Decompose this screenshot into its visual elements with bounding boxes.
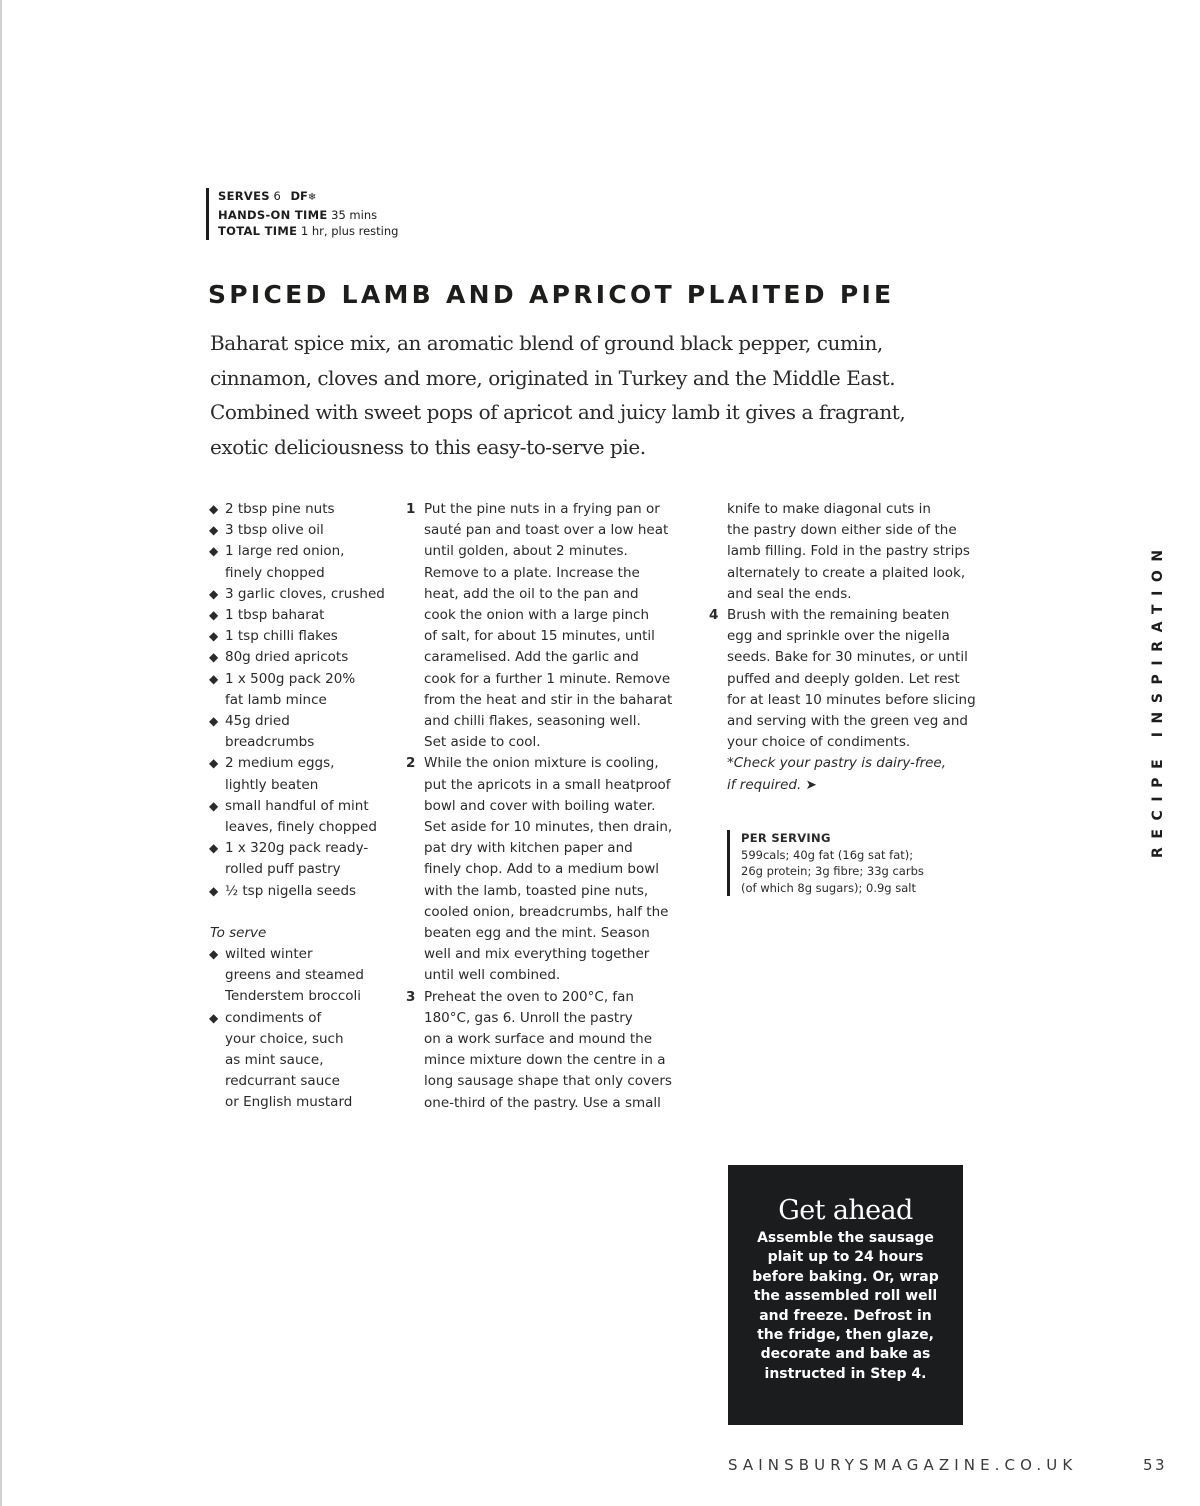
diamond-bullet-icon: ◆ <box>209 883 219 898</box>
serve-item-line: or English mustard <box>225 1094 353 1111</box>
total-time-label: TOTAL TIME <box>218 224 298 238</box>
ingredient-item <box>210 626 400 647</box>
get-ahead-box <box>728 1165 963 1425</box>
recipe-meta <box>206 188 398 240</box>
step-number: 4 <box>709 607 719 624</box>
step-line: and chilli flakes, seasoning well. <box>424 713 641 730</box>
ingredient-item-line: 3 garlic cloves, crushed <box>225 585 385 602</box>
serve-item <box>210 1008 400 1114</box>
step-line: seeds. Bake for 30 minutes, or until <box>727 649 968 666</box>
ingredient-item <box>210 881 400 902</box>
step-line: bowl and cover with boiling water. <box>424 797 656 814</box>
ingredient-item-line: 1 tsp chilli flakes <box>225 628 338 645</box>
page-number: 53 <box>1143 1456 1168 1474</box>
serve-item <box>210 944 400 1008</box>
dairy-free-note-text: if required. <box>727 776 802 793</box>
step-line: alternately to create a plaited look, <box>727 564 966 581</box>
ingredient-item <box>210 520 400 541</box>
diamond-bullet-icon: ◆ <box>209 544 219 559</box>
to-serve-heading: To serve <box>210 924 267 941</box>
per-serving-box <box>727 830 924 896</box>
step-line: heat, add the oil to the pan and <box>424 585 639 602</box>
nutrition-line: 599cals; 40g fat (16g sat fat); <box>741 847 914 862</box>
diamond-bullet-icon: ◆ <box>209 586 219 601</box>
intro-line: Baharat spice mix, an aromatic blend of ground black pepper, cumin, <box>210 331 883 355</box>
step-line: until well combined. <box>424 967 561 984</box>
step-line: lamb filling. Fold in the pastry strips <box>727 543 970 560</box>
step-line: sauté pan and toast over a low heat <box>424 522 669 539</box>
step-line: 180°C, gas 6. Unroll the pastry <box>424 1009 633 1026</box>
step-line: from the heat and stir in the baharat <box>424 691 673 708</box>
serve-item-line: greens and steamed <box>225 967 364 984</box>
dairy-free-note: *Check your pastry is dairy-free, <box>727 755 947 772</box>
ingredients-list <box>210 499 400 1114</box>
diamond-bullet-icon: ◆ <box>209 714 219 729</box>
ingredient-item-line: ½ tsp nigella seeds <box>225 882 357 899</box>
ingredient-item-line: 2 medium eggs, <box>225 755 335 772</box>
step-line: the pastry down either side of the <box>727 522 957 539</box>
diamond-bullet-icon: ◆ <box>209 671 219 686</box>
step-line: Brush with the remaining beaten <box>727 607 950 624</box>
serve-item-line: wilted winter <box>225 946 313 963</box>
diamond-bullet-icon: ◆ <box>209 798 219 813</box>
method-column-2 <box>709 499 999 796</box>
serve-item-line: as mint sauce, <box>225 1052 324 1069</box>
hands-on-label: HANDS-ON TIME <box>218 207 328 222</box>
footer-website: SAINSBURYSMAGAZINE.CO.UK <box>728 1456 1078 1474</box>
step-line: Remove to a plate. Increase the <box>424 564 640 581</box>
diamond-bullet-icon: ◆ <box>209 629 219 644</box>
diamond-bullet-icon: ◆ <box>209 1010 219 1025</box>
ingredient-item-line: rolled puff pastry <box>225 861 341 878</box>
get-ahead-body: Assemble the sausage plait up to 24 hours before baking. Or, wrap the assembled roll well and freeze. Defrost in the fridge, then glaze, decorate and bake as instructed in Step 4. <box>752 1230 939 1382</box>
ingredient-item <box>210 584 400 605</box>
step-line: with the lamb, toasted pine nuts, <box>424 882 649 899</box>
ingredient-item-line: finely chopped <box>225 564 325 581</box>
step-line: your choice of condiments. <box>727 734 911 751</box>
step-line: one-third of the pastry. Use a small <box>424 1094 661 1111</box>
ingredient-item-line: 45g dried <box>225 713 290 730</box>
step-line: pat dry with kitchen paper and <box>424 840 633 857</box>
ingredient-item-line: 1 large red onion, <box>225 543 345 560</box>
step-line: long sausage shape that only covers <box>424 1073 672 1090</box>
step-line: knife to make diagonal cuts in <box>727 501 931 517</box>
dairy-free-label: DF <box>290 189 308 203</box>
ingredient-item <box>210 753 400 795</box>
ingredient-item <box>210 541 400 583</box>
step-line: cooled onion, breadcrumbs, half the <box>424 903 669 920</box>
ingredient-item-line: lightly beaten <box>225 776 319 793</box>
recipe-intro <box>210 326 930 464</box>
ingredient-item-line: 3 tbsp olive oil <box>225 522 324 539</box>
diamond-bullet-icon: ◆ <box>209 608 219 623</box>
step-number: 1 <box>406 501 416 517</box>
diamond-bullet-icon: ◆ <box>209 756 219 771</box>
diamond-bullet-icon: ◆ <box>209 650 219 665</box>
serve-item-line: Tenderstem broccoli <box>225 988 362 1005</box>
recipe-title: SPICED LAMB AND APRICOT PLAITED PIE <box>208 280 895 309</box>
step-line: egg and sprinkle over the nigella <box>727 628 950 645</box>
per-serving-heading: PER SERVING <box>741 831 831 845</box>
step-line: caramelised. Add the garlic and <box>424 649 639 666</box>
serves-row <box>218 188 398 207</box>
ingredient-item-line: leaves, finely chopped <box>225 819 377 836</box>
method-step <box>406 753 696 986</box>
diamond-bullet-icon: ◆ <box>209 523 219 538</box>
ingredient-item <box>210 647 400 668</box>
diamond-bullet-icon: ◆ <box>209 841 219 856</box>
spacer <box>210 902 400 923</box>
snowflake-icon: ❄ <box>307 192 317 203</box>
step-line: and seal the ends. <box>727 585 852 602</box>
diamond-bullet-icon: ◆ <box>209 502 219 516</box>
intro-line: Combined with sweet pops of apricot and juicy lamb it gives a fragrant, <box>210 400 906 424</box>
ingredient-item <box>210 669 400 711</box>
step-line: of salt, for about 15 minutes, until <box>424 628 655 645</box>
step-line: for at least 10 minutes before slicing <box>727 691 976 708</box>
step-number: 3 <box>406 988 416 1005</box>
step-line: Put the pine nuts in a frying pan or <box>424 501 660 517</box>
step-line: on a work surface and mound the <box>424 1031 653 1048</box>
method-column-1 <box>406 499 696 1114</box>
step-line: mince mixture down the centre in a <box>424 1052 666 1069</box>
step-line: finely chop. Add to a medium bowl <box>424 861 660 878</box>
serve-item-line: condiments of <box>225 1009 322 1026</box>
serves-label: SERVES <box>218 189 270 203</box>
serve-item-line: your choice, such <box>225 1030 344 1047</box>
hands-on-row <box>218 207 398 224</box>
section-label: RECIPE INSPIRATION <box>1150 541 1166 858</box>
step-number: 2 <box>406 755 416 772</box>
dairy-free-note <box>709 775 999 796</box>
ingredient-item-line: fat lamb mince <box>225 691 327 708</box>
page-edge-rule <box>0 0 2 1506</box>
serves-value: 6 <box>273 189 281 203</box>
serve-item-line: redcurrant sauce <box>225 1073 340 1090</box>
ingredient-item <box>210 796 400 838</box>
method-step <box>406 499 696 753</box>
method-step <box>709 605 999 753</box>
step-line: put the apricots in a small heatproof <box>424 776 671 793</box>
step-line: and serving with the green veg and <box>727 713 968 730</box>
ingredient-item-line: 1 x 320g pack ready- <box>225 840 369 857</box>
step-line: beaten egg and the mint. Season <box>424 925 650 942</box>
nutrition-line: (of which 8g sugars); 0.9g salt <box>741 880 917 895</box>
ingredient-item-line: 2 tbsp pine nuts <box>225 501 335 517</box>
total-time-row <box>218 223 398 240</box>
get-ahead-heading: Get ahead <box>778 1195 913 1226</box>
arrow-right-icon: ➤ <box>801 776 817 793</box>
step-line: well and mix everything together <box>424 946 650 963</box>
ingredient-item-line: breadcrumbs <box>225 734 315 751</box>
intro-line: cinnamon, cloves and more, originated in Turkey and the Middle East. <box>210 365 896 390</box>
step-line: puffed and deeply golden. Let rest <box>727 670 960 687</box>
step-line: Preheat the oven to 200°C, fan <box>424 988 634 1005</box>
step-line: cook the onion with a large pinch <box>424 607 650 624</box>
ingredient-item <box>210 499 400 520</box>
ingredient-item <box>210 605 400 626</box>
ingredient-item <box>210 711 400 753</box>
nutrition-line: 26g protein; 3g fibre; 33g carbs <box>741 864 924 878</box>
ingredient-item-line: small handful of mint <box>225 797 369 814</box>
step-line: Set aside for 10 minutes, then drain, <box>424 819 673 836</box>
step-line: Set aside to cool. <box>424 734 541 751</box>
hands-on-value: 35 mins <box>331 207 378 222</box>
ingredient-item-line: 1 tbsp baharat <box>225 607 325 624</box>
ingredient-item-line: 80g dried apricots <box>225 649 349 666</box>
total-time-value: 1 hr, plus resting <box>300 224 399 238</box>
diamond-bullet-icon: ◆ <box>209 947 219 962</box>
step-line: While the onion mixture is cooling, <box>424 755 659 772</box>
ingredient-item <box>210 838 400 880</box>
step-line: cook for a further 1 minute. Remove <box>424 670 671 687</box>
step-line: until golden, about 2 minutes. <box>424 543 628 560</box>
intro-line: exotic deliciousness to this easy-to-serve pie. <box>210 434 646 459</box>
method-step <box>406 987 696 1114</box>
ingredient-item-line: 1 x 500g pack 20% <box>225 670 356 687</box>
